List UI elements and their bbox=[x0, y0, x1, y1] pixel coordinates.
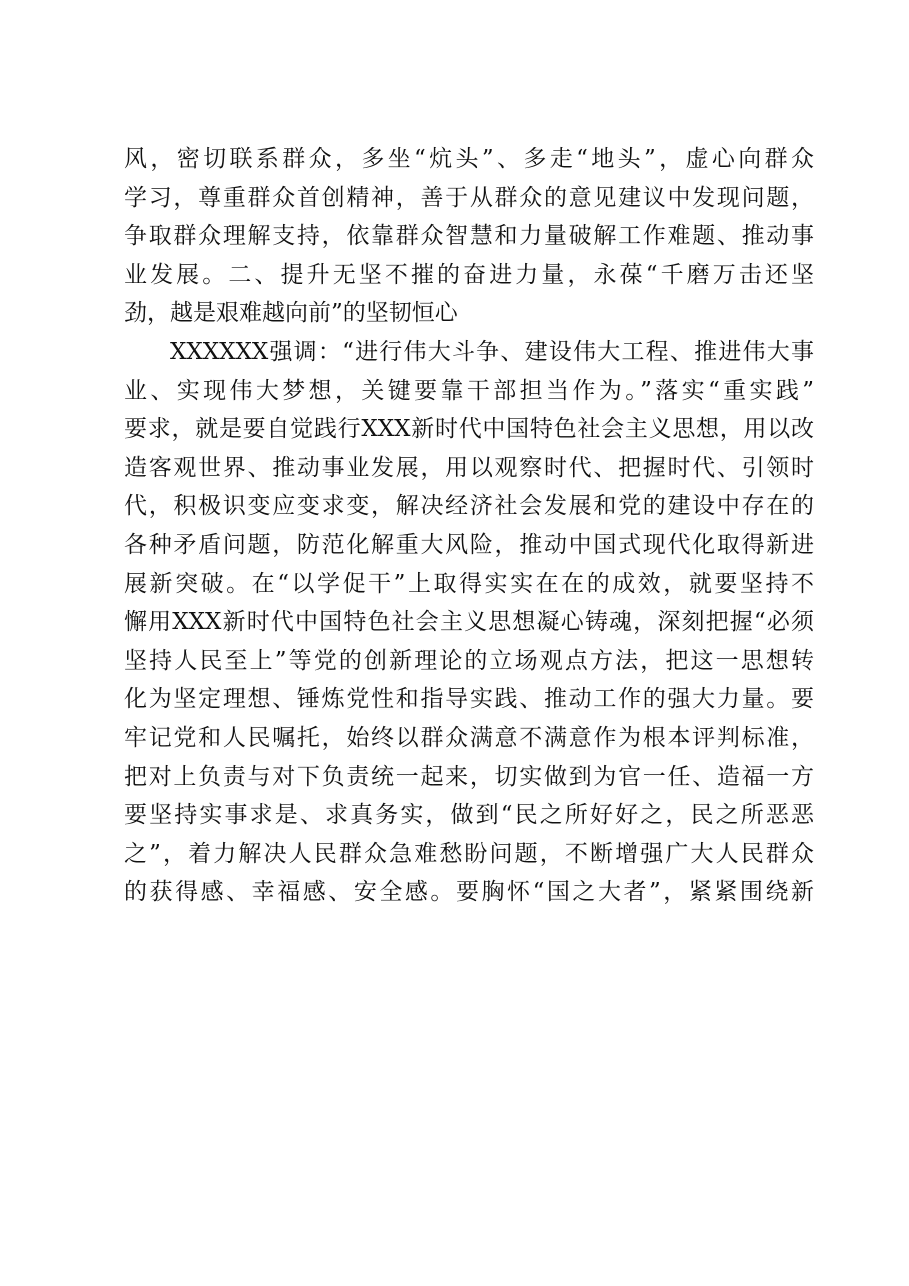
body-text bbox=[124, 140, 814, 912]
text-line: 之”，着力解决人民群众急难愁盼问题，不断增强广大人民群众 bbox=[124, 840, 814, 867]
text-line: 把对上负责与对下负责统一起来，切实做到为官一任、造福一方 bbox=[124, 763, 814, 790]
text-line: 学习，尊重群众首创精神，善于从群众的意见建议中发现问题， bbox=[124, 184, 814, 211]
text-line: 要求，就是要自觉践行XXX新时代中国特色社会主义思想，用以改 bbox=[124, 416, 814, 443]
text-line: 劲，越是艰难越向前”的坚韧恒心 bbox=[124, 300, 458, 327]
text-line: 坚持人民至上”等党的创新理论的立场观点方法，把这一思想转 bbox=[124, 647, 814, 674]
text-line: 化为坚定理想、锤炼党性和指导实践、推动工作的强大力量。要 bbox=[124, 686, 814, 713]
text-line: 要坚持实事求是、求真务实，做到“民之所好好之，民之所恶恶 bbox=[124, 802, 814, 829]
text-line: 业发展。二、提升无坚不摧的奋进力量，永葆“千磨万击还坚 bbox=[124, 261, 814, 288]
text-line: 代，积极识变应变求变，解决经济社会发展和党的建设中存在的 bbox=[124, 493, 814, 520]
text-line: XXXXXX强调：“进行伟大斗争、建设伟大工程、推进伟大事 bbox=[170, 338, 814, 365]
text-line: 的获得感、幸福感、安全感。要胸怀“国之大者”，紧紧围绕新 bbox=[124, 879, 814, 906]
text-line: 业、实现伟大梦想，关键要靠干部担当作为。”落实“重实践” bbox=[124, 377, 814, 404]
text-line: 懈用XXX新时代中国特色社会主义思想凝心铸魂，深刻把握“必须 bbox=[124, 609, 814, 636]
text-line: 展新突破。在“以学促干”上取得实实在在的成效，就要坚持不 bbox=[124, 570, 814, 597]
text-line: 造客观世界、推动事业发展，用以观察时代、把握时代、引领时 bbox=[124, 454, 814, 481]
text-line: 各种矛盾问题，防范化解重大风险，推动中国式现代化取得新进 bbox=[124, 531, 814, 558]
text-line: 争取群众理解支持，依靠群众智慧和力量破解工作难题、推动事 bbox=[124, 223, 814, 250]
text-line: 牢记党和人民嘱托，始终以群众满意不满意作为根本评判标准， bbox=[124, 724, 814, 751]
text-line: 风，密切联系群众，多坐“炕头”、多走“地头”，虚心向群众 bbox=[124, 146, 814, 172]
